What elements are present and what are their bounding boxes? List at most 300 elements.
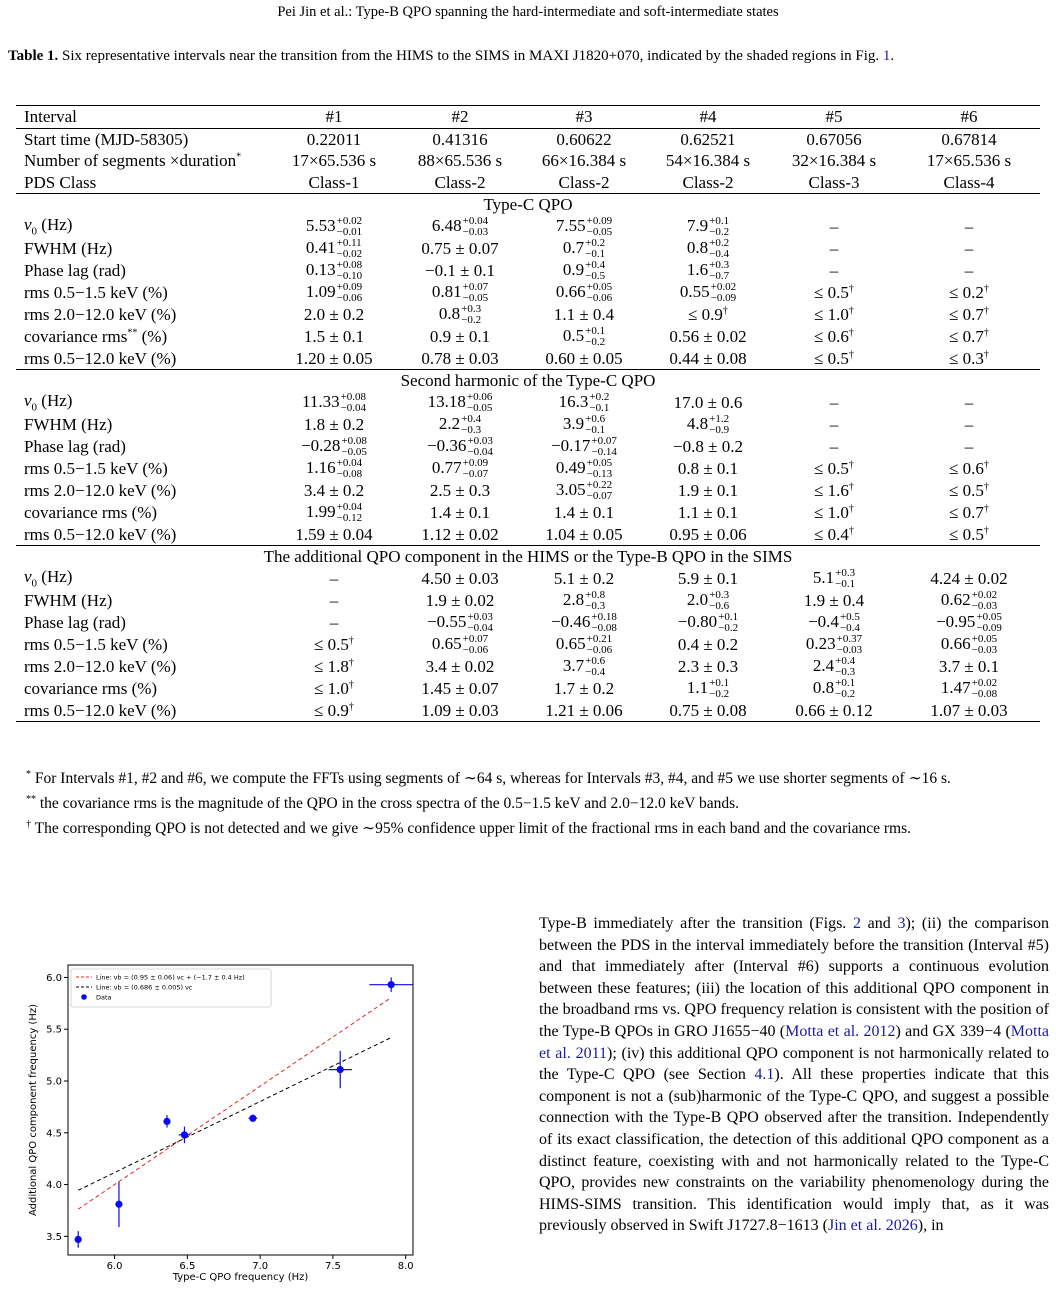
table-row (16, 656, 1040, 678)
cell-error-upper: +0.4 (835, 654, 856, 667)
citation-link[interactable]: Motta et al. 2011 (539, 1022, 1049, 1062)
cell-errors (585, 326, 605, 348)
cell-value: 1.4 ± 0.1 (429, 503, 491, 522)
cell-errors (972, 678, 997, 700)
cell-value: 2.4 (812, 655, 835, 675)
cell-error-upper: +0.04 (462, 214, 489, 227)
cell-value: 2.2 (438, 413, 461, 433)
cell-errors (835, 678, 855, 700)
section-title: Type-C QPO (16, 194, 1040, 216)
table-cell (270, 238, 398, 260)
cell-errors (709, 238, 729, 260)
table-cell (522, 128, 646, 150)
cell-error-lower: −0.07 (462, 467, 489, 480)
cell-value: 0.67056 (806, 129, 862, 149)
cell-value: 6.48 (431, 215, 462, 235)
row-label: PDS Class (24, 172, 97, 192)
cell-value: 2.3 ± 0.3 (677, 657, 739, 676)
caption-fig-link[interactable]: 1 (882, 48, 891, 64)
column-header: #5 (770, 106, 898, 129)
fit-line-proportional (78, 1038, 391, 1191)
table-cell (522, 216, 646, 238)
cell-errors (587, 458, 612, 480)
table-cell (898, 458, 1040, 480)
table-cell (898, 502, 1040, 524)
cell-error-upper: +0.08 (340, 390, 367, 403)
table-cell (522, 172, 646, 194)
table-cell (270, 128, 398, 150)
table-header-row (16, 106, 1040, 129)
table-cell (270, 480, 398, 502)
cell-value: 0.75 ± 0.08 (669, 700, 747, 720)
cell-value: 32×16.384 s (791, 151, 877, 171)
cell-value: 0.62 (940, 589, 971, 609)
cell-value: ≤ 0.5 (314, 635, 349, 654)
cell-value: 0.66 (940, 633, 971, 653)
cell-value: Class-2 (682, 172, 734, 192)
cell-error-lower: −0.06 (462, 643, 489, 656)
cell-error-lower: −0.2 (718, 621, 739, 634)
dagger-mark: † (348, 701, 354, 713)
cell-errors (972, 590, 997, 612)
cell-error-lower: −0.2 (461, 313, 482, 326)
cell-value: 1.16 (305, 457, 336, 477)
table-cell (398, 480, 522, 502)
table-cell (770, 436, 898, 458)
y-axis-label: Additional QPO component frequency (Hz) (28, 1004, 39, 1216)
row-label: rms 0.5−12.0 keV (%) (24, 524, 177, 544)
cell-error-upper: +0.3 (709, 588, 730, 601)
cell-value: ≤ 0.4 (814, 524, 849, 544)
table-caption (8, 46, 1048, 66)
cell-errors (976, 612, 1001, 634)
table-cell (522, 326, 646, 348)
legend-label: Data (96, 993, 112, 1002)
cell-errors (337, 216, 362, 238)
table-row (16, 524, 1040, 546)
cell-value: 4.50 ± 0.03 (421, 569, 499, 588)
cell-error-lower: −0.12 (336, 511, 363, 524)
table-cell (898, 568, 1040, 590)
symbol-sub: 0 (31, 225, 38, 238)
cell-value: 0.65 (431, 633, 462, 653)
cell-value: ≤ 1.6 (814, 481, 849, 500)
symbol-nu: ν (24, 390, 32, 410)
table-row (16, 128, 1040, 150)
table-cell (898, 282, 1040, 304)
cell-value: 3.7 ± 0.1 (938, 657, 1000, 676)
dagger-mark: † (348, 657, 354, 669)
table-cell (270, 150, 398, 172)
symbol-sub: 0 (31, 401, 38, 414)
cell-value: 17×65.536 s (291, 151, 377, 171)
cell-value: 0.8 (686, 237, 709, 257)
cell-errors (585, 238, 605, 260)
cell-errors (587, 282, 612, 304)
cell-error-upper: +0.6 (585, 412, 606, 425)
cell-value: 1.47 (940, 677, 971, 697)
cell-error-lower: −0.1 (589, 401, 610, 414)
table-cell (646, 260, 770, 282)
cell-error-lower: −0.10 (336, 269, 363, 282)
cell-value: – (964, 239, 974, 258)
table-cell (770, 480, 898, 502)
row-label: Phase lag (rad) (24, 437, 126, 456)
citation-link[interactable]: 4.1 (754, 1066, 775, 1084)
cell-error-lower: −0.2 (585, 335, 606, 348)
dagger-mark: † (848, 503, 854, 515)
symbol-nu: ν (24, 566, 32, 586)
table-cell (770, 260, 898, 282)
footnote-mark: ** (127, 327, 138, 339)
table-row (16, 216, 1040, 238)
cell-error-lower: −0.2 (709, 687, 730, 700)
cell-value: 4.8 (686, 413, 709, 433)
cell-errors (709, 260, 729, 282)
table-cell (646, 700, 770, 722)
cell-error-upper: +0.4 (585, 258, 606, 271)
cell-error-lower: −0.03 (462, 225, 489, 238)
cell-value: 0.8 ± 0.1 (677, 459, 739, 478)
y-tick-label: 6.0 (46, 972, 62, 984)
table-notes (26, 764, 1036, 839)
dagger-mark: † (983, 503, 989, 515)
table-cell (770, 414, 898, 436)
cell-error-lower: −0.06 (586, 291, 613, 304)
table-row (16, 502, 1040, 524)
table-cell (898, 678, 1040, 700)
table-cell (770, 678, 898, 700)
cell-value: 2.0 (686, 589, 709, 609)
cell-error-upper: +0.02 (971, 588, 998, 601)
cell-error-upper: +0.2 (589, 390, 610, 403)
citation-link[interactable]: Motta et al. 2012 (785, 1022, 896, 1040)
cell-error-upper: +0.37 (836, 632, 863, 645)
cell-value: – (829, 239, 839, 258)
section-header-row (16, 370, 1040, 392)
table-row (16, 568, 1040, 590)
cell-value: 1.1 ± 0.4 (553, 305, 615, 324)
table-cell (398, 656, 522, 678)
table-cell (522, 348, 646, 370)
table-cell (522, 634, 646, 656)
y-tick-label: 4.0 (46, 1180, 62, 1192)
cell-error-lower: −0.13 (586, 467, 613, 480)
table-cell (646, 238, 770, 260)
table-row (16, 414, 1040, 436)
cell-error-upper: +0.03 (467, 610, 493, 623)
row-label: rms 0.5−12.0 keV (%) (24, 348, 177, 368)
data-point (163, 1118, 170, 1125)
y-tick-label: 5.0 (46, 1076, 62, 1088)
data-point (75, 1236, 82, 1243)
table-cell (522, 304, 646, 326)
table-cell (398, 282, 522, 304)
cell-error-upper: +0.02 (336, 214, 363, 227)
cell-value: – (329, 569, 339, 588)
cell-error-upper: +0.09 (336, 280, 363, 293)
table-cell (770, 150, 898, 172)
table-cell (398, 172, 522, 194)
row-label: rms 2.0−12.0 keV (%) (24, 305, 177, 324)
table-cell (646, 656, 770, 678)
table-cell (898, 656, 1040, 678)
row-label: rms 2.0−12.0 keV (%) (24, 657, 177, 676)
results-table (16, 105, 1040, 722)
table-cell (770, 502, 898, 524)
cell-value: 2.8 (562, 589, 585, 609)
table-cell (270, 700, 398, 722)
cell-value: – (329, 613, 339, 632)
cell-value: 0.66 (555, 281, 586, 301)
x-tick-label: 6.0 (106, 1261, 123, 1272)
cell-errors (587, 634, 612, 656)
cell-errors (835, 568, 855, 590)
cell-errors (709, 590, 729, 612)
table-cell (398, 612, 522, 634)
row-label: covariance rms (%) (24, 679, 158, 698)
cell-value: 5.1 (812, 567, 835, 587)
table-cell (646, 128, 770, 150)
cell-errors (337, 458, 362, 480)
cell-error-lower: −0.03 (971, 643, 998, 656)
citation-link[interactable]: 3 (897, 915, 906, 932)
table-cell (398, 458, 522, 480)
table-cell (770, 326, 898, 348)
table-cell (270, 436, 398, 458)
table-cell (270, 282, 398, 304)
cell-value: 3.7 (562, 655, 585, 675)
cell-value: −0.55 (427, 611, 467, 631)
cell-value: ≤ 1.0 (314, 679, 349, 698)
cell-error-lower: −0.08 (591, 621, 617, 634)
table-cell (898, 524, 1040, 546)
plot-frame (68, 965, 413, 1255)
table-row (16, 238, 1040, 260)
cell-value: ≤ 0.9 (314, 700, 349, 720)
cell-value: 0.7 (562, 237, 585, 257)
cell-error-upper: +0.8 (585, 588, 606, 601)
cell-value: −0.1 ± 0.1 (425, 261, 495, 280)
table-cell (270, 326, 398, 348)
cell-value: 13.18 (427, 391, 466, 411)
cell-value: ≤ 1.8 (314, 657, 349, 676)
cell-value: ≤ 1.0 (814, 503, 849, 522)
dagger-mark: † (983, 283, 989, 295)
table-row (16, 700, 1040, 722)
cell-error-lower: −0.09 (976, 621, 1002, 634)
cell-error-lower: −0.6 (709, 599, 730, 612)
cell-value: ≤ 0.2 (949, 283, 984, 302)
cell-value: 1.1 (686, 677, 709, 697)
cell-error-upper: +0.18 (591, 610, 617, 623)
cell-error-upper: +0.6 (585, 654, 606, 667)
table-cell (898, 480, 1040, 502)
column-header: #3 (522, 106, 646, 129)
results-table-wrapper (16, 105, 1040, 722)
table-cell (646, 304, 770, 326)
table-cell (522, 480, 646, 502)
cell-value: −0.8 ± 0.2 (673, 437, 743, 456)
table-cell (398, 128, 522, 150)
body-text-span: ); (ii) the comparison between the PDS in the interval immediately before the transition (Interval #5) and that immediately after (Interval #6) supports a continuous evolution between these features; (iii) the location of this additional QPO component in the broadband rms vs. QPO frequency relation is consistent with the position of the Type-B QPOs in GRO J1655−40 ( (539, 915, 1050, 1040)
caption-label: Table 1. (8, 48, 59, 64)
table-row (16, 326, 1040, 348)
fit-line-linear (78, 998, 391, 1210)
cell-value: ≤ 0.7 (949, 327, 984, 346)
cell-error-upper: +0.02 (971, 676, 998, 689)
cell-error-lower: −0.05 (341, 445, 367, 458)
cell-value: −0.17 (551, 435, 591, 455)
table-cell (270, 678, 398, 700)
dagger-mark: † (848, 349, 854, 361)
cell-value: Class-1 (308, 172, 360, 192)
cell-value: 54×16.384 s (665, 151, 751, 171)
dagger-mark: † (848, 481, 854, 493)
running-head: Pei Jin et al.: Type-B QPO spanning the hard-intermediate and soft-intermediate states (277, 4, 779, 20)
cell-error-upper: +0.1 (835, 676, 856, 689)
table-cell (270, 260, 398, 282)
column-header: #2 (398, 106, 522, 129)
column-header: #1 (270, 106, 398, 129)
cell-errors (591, 612, 616, 634)
cell-errors (709, 216, 729, 238)
table-cell (646, 568, 770, 590)
column-header: #4 (646, 106, 770, 129)
table-cell (398, 392, 522, 414)
cell-value: 0.75 ± 0.07 (421, 239, 499, 258)
table-cell (770, 304, 898, 326)
cell-value: Class-3 (808, 172, 860, 192)
cell-value: 0.23 (805, 633, 836, 653)
table-cell (646, 348, 770, 370)
cell-errors (587, 480, 612, 502)
row-label: rms 0.5−12.0 keV (%) (16, 700, 270, 722)
table-cell (522, 502, 646, 524)
table-cell (770, 656, 898, 678)
table-cell (770, 128, 898, 150)
cell-value: – (829, 437, 839, 456)
table-cell (898, 128, 1040, 150)
cell-errors (709, 414, 729, 436)
cell-value: 3.4 ± 0.02 (425, 657, 495, 676)
cell-error-lower: −0.05 (586, 225, 613, 238)
table-row (16, 172, 1040, 194)
cell-value: 1.20 ± 0.05 (295, 348, 373, 368)
cell-value: 0.8 (812, 677, 835, 697)
cell-value: 1.8 ± 0.2 (303, 415, 365, 434)
cell-errors (585, 656, 605, 678)
table-cell (770, 524, 898, 546)
table-cell (898, 700, 1040, 722)
cell-errors (589, 392, 609, 414)
table-cell (270, 172, 398, 194)
table-cell (398, 524, 522, 546)
cell-value: Class-4 (943, 172, 995, 192)
table-cell (270, 612, 398, 634)
cell-value: 5.1 ± 0.2 (553, 569, 615, 588)
cell-error-upper: +0.3 (461, 302, 482, 315)
cell-error-lower: −0.4 (709, 247, 730, 260)
cell-error-lower: −0.5 (585, 269, 606, 282)
cell-value: Class-2 (434, 172, 486, 192)
cell-error-upper: +0.04 (336, 456, 363, 469)
citation-link[interactable]: Jin et al. 2026 (828, 1217, 918, 1235)
row-label: Phase lag (rad) (24, 261, 126, 280)
row-label: rms 0.5−1.5 keV (%) (24, 459, 168, 478)
cell-errors (337, 260, 362, 282)
cell-error-upper: +0.1 (585, 324, 606, 337)
table-cell (898, 172, 1040, 194)
table-row (16, 304, 1040, 326)
table-cell (646, 436, 770, 458)
cell-error-lower: −0.2 (709, 225, 730, 238)
table-cell (770, 216, 898, 238)
cell-value: 1.4 ± 0.1 (553, 503, 615, 522)
table-cell (522, 678, 646, 700)
row-label: $\nu_0$ (Hz) (24, 566, 73, 590)
cell-error-lower: −0.09 (710, 291, 737, 304)
cell-errors (337, 238, 362, 260)
table-cell (898, 392, 1040, 414)
citation-link[interactable]: 2 (853, 915, 861, 932)
cell-error-lower: −0.04 (467, 445, 493, 458)
cell-value: 1.09 (305, 281, 336, 301)
cell-error-lower: −0.3 (585, 599, 606, 612)
dagger-mark: † (722, 305, 728, 317)
note-covariance: ** the covariance rms is the magnitude of the QPO in the cross spectra of the 0.5−1.5 keV and 2.0−12.0 keV bands. (26, 794, 740, 813)
table-cell (770, 282, 898, 304)
cell-error-lower: −0.4 (585, 665, 606, 678)
cell-error-lower: −0.7 (709, 269, 730, 282)
cell-value: ≤ 1.0 (814, 305, 849, 324)
body-text-span: ). All these properties indicate that this component is not a (sub)harmonic of the Type-C QPO, and suggest a possible connection with the Type-B QPO observed after the transition. Independently of its exact classification, the detection of this additional QPO component as a distinct feature, coexisting with and not harmonically related to the Type-C QPO, provides new constraints on the variability phenomenology during the HIMS-SIMS transition. This identification would imply that, as it was previously observed in Swift J1727.8−1613 ( (539, 1066, 1049, 1235)
column-header-interval: Interval (16, 106, 270, 129)
body-text-span: and (861, 915, 898, 932)
table-row (16, 634, 1040, 656)
cell-value: 1.21 ± 0.06 (545, 700, 623, 720)
cell-value: – (829, 217, 839, 236)
cell-error-lower: −0.05 (462, 291, 489, 304)
cell-value: 0.66 ± 0.12 (795, 700, 873, 720)
cell-value: 88×65.536 s (417, 151, 503, 171)
cell-error-lower: −0.08 (336, 467, 363, 480)
row-label: rms 0.5−1.5 keV (%) (24, 283, 168, 302)
table-cell (898, 150, 1040, 172)
note-segments: * For Intervals #1, #2 and #6, we compute the FFTs using segments of ∼64 s, whereas for Intervals #3, #4, and #5 we use shorter segments of ∼16 s. (26, 769, 951, 788)
cell-errors (463, 458, 488, 480)
table-cell (770, 458, 898, 480)
dagger-mark: † (983, 481, 989, 493)
cell-error-upper: +0.02 (710, 280, 737, 293)
table-cell (270, 216, 398, 238)
table-cell (270, 634, 398, 656)
table-cell (270, 524, 398, 546)
cell-errors (591, 436, 616, 458)
cell-error-upper: +0.06 (466, 390, 493, 403)
table-cell (646, 172, 770, 194)
cell-error-upper: +0.1 (709, 214, 730, 227)
cell-error-upper: +0.1 (718, 610, 739, 623)
table-cell (522, 238, 646, 260)
cell-value: Class-2 (558, 172, 610, 192)
table-cell (770, 634, 898, 656)
table-cell (770, 612, 898, 634)
cell-value: 0.60622 (556, 129, 612, 149)
cell-value: ≤ 0.3 (949, 348, 984, 368)
table-cell (646, 458, 770, 480)
data-point (115, 1201, 122, 1208)
